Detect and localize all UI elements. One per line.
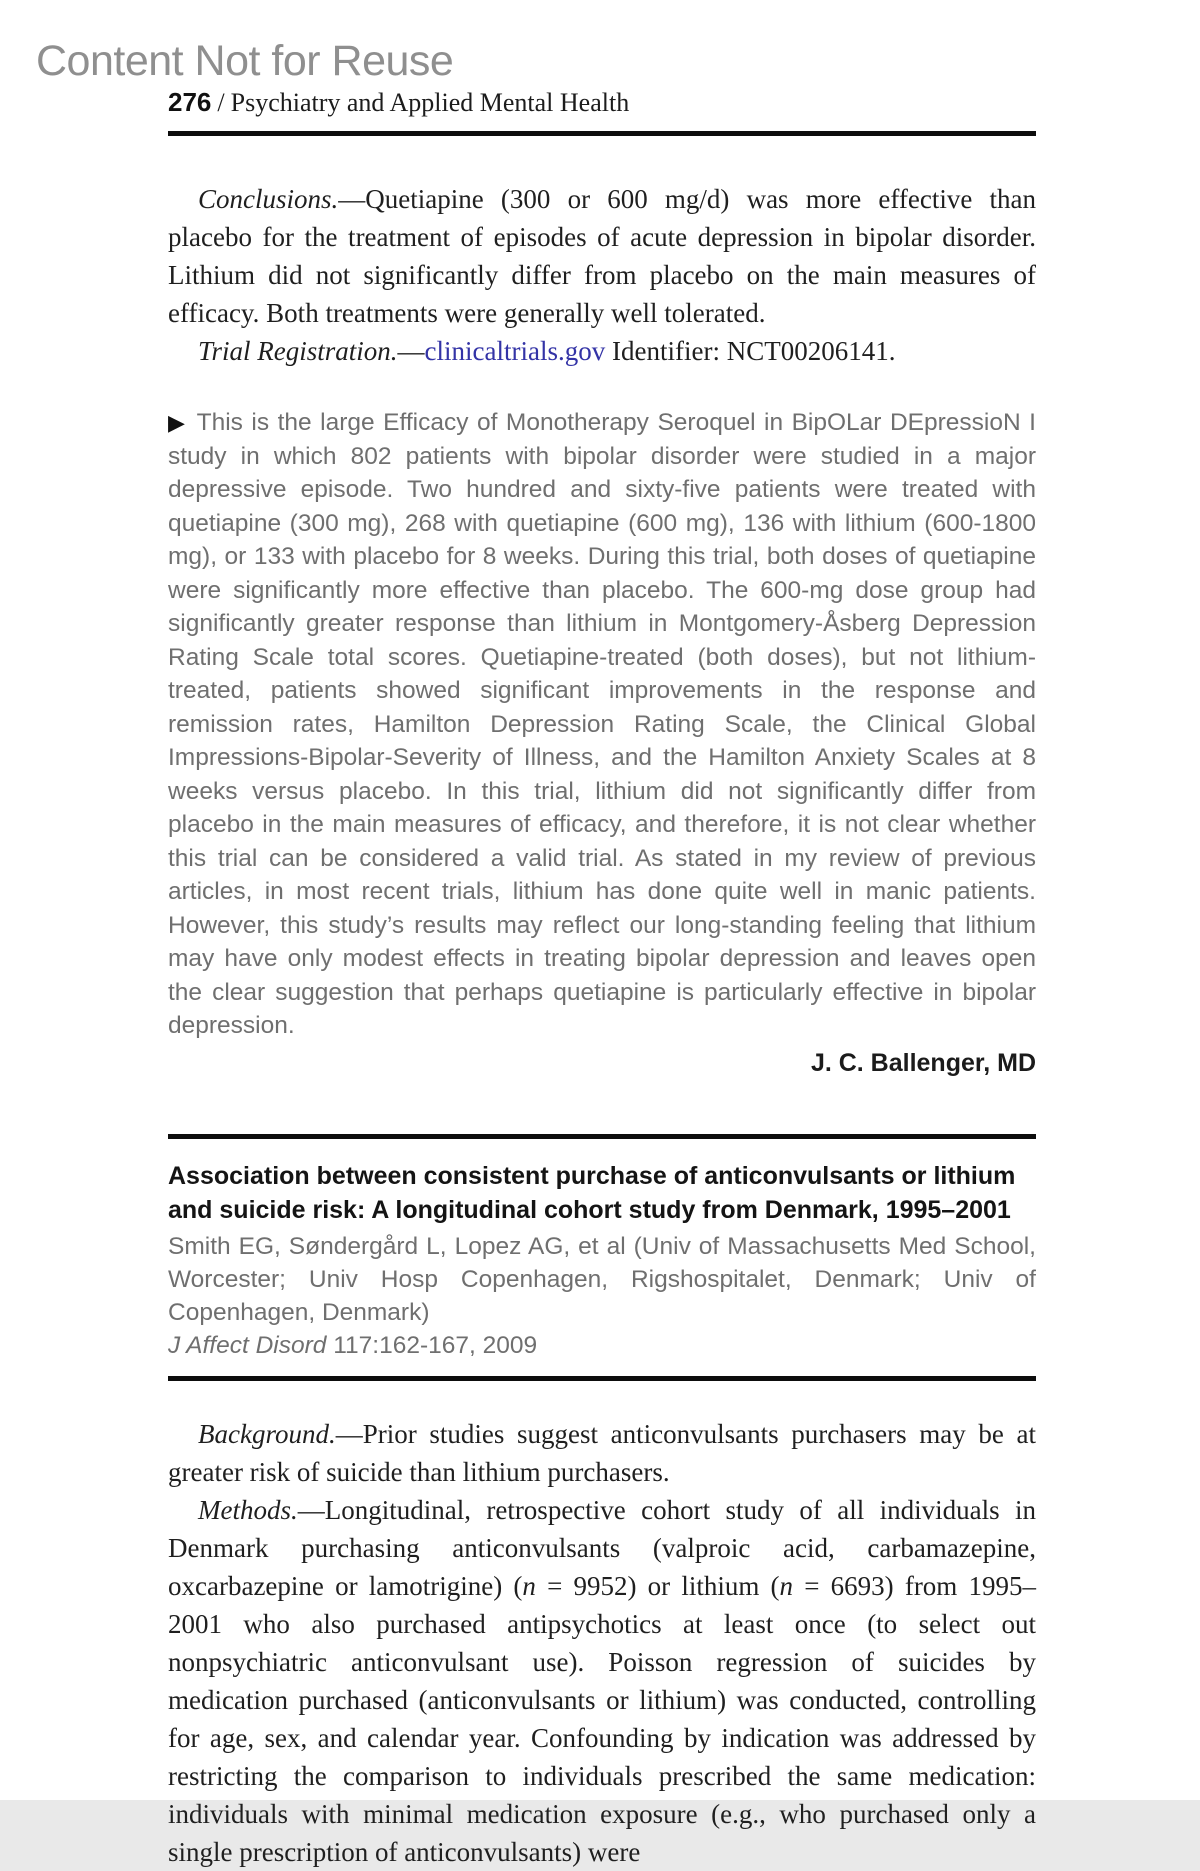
methods-n1: n <box>522 1570 536 1601</box>
citation-bottom-rule <box>168 1376 1036 1381</box>
methods-text-1: —Longitudinal, retrospective cohort study of all individuals in Denmark purchasing anticonvulsants (valproic acid, carbamazepine, oxcarbazepine or lamotrigine) ( <box>168 1494 1036 1601</box>
methods-paragraph <box>168 1491 1036 1871</box>
page-number: 276 <box>168 87 212 117</box>
background-label: Background. <box>198 1418 336 1449</box>
content-not-for-reuse-watermark: Content Not for Reuse <box>36 37 454 85</box>
journal-name: J Affect Disord <box>168 1331 327 1359</box>
citation-title: Association between consistent purchase of anticonvulsants or lithium and suicide risk: A longitudinal cohort study from Denmark, 1995–2001 <box>168 1161 1016 1224</box>
methods-text-2: = 9952) or lithium ( <box>535 1570 780 1601</box>
running-header <box>168 86 1036 119</box>
triangle-marker-icon: ▶ <box>168 410 187 435</box>
methods-n2: n <box>779 1570 794 1601</box>
header-rule <box>168 131 1036 136</box>
conclusions-label: Conclusions. <box>198 184 339 214</box>
trial-dash: — <box>397 336 425 366</box>
methods-text-3: = 6693) from 1995–2001 who also purchased antipsychotics at least once (to select out nonpsychiatric anticonvulsant use). Poisson regression of suicides by medication purchased (anticonvulsants or lithium) was conducted, controlling for age, sex, and calendar year. Confounding by indication was addressed by restricting the comparison to individuals prescribed the same medication: individuals with minimal medication exposure (e.g., who purchased only a single prescription of anticonvulsants) were <box>168 1570 1036 1867</box>
commentary-text: This is the large Efficacy of Monotherapy Seroquel in BipOLar DEpressioN I study in which 802 patients with bipolar disorder were studied in a major depressive episode. Two hundred and sixty-five patients were treated with quetiapine (300 mg), 268 with quetiapine (600 mg), 136 with lithium (600-1800 mg), or 133 with placebo for 8 weeks. During this trial, both doses of quetiapine were significantly more effective than placebo. The 600-mg dose group had significantly greater response than lithium in Montgomery-Åsberg Depression Rating Scale total scores. Quetiapine-treated (both doses), but not lithium-treated, patients showed significant improvements in the response and remission rates, Hamilton Depression Rating Scale, the Clinical Global Impressions-Bipolar-Severity of Illness, and the Hamilton Anxiety Scales at 8 weeks versus placebo. In this trial, lithium did not significantly differ from placebo in the main measures of efficacy, and therefore, it is not clear whether this trial can be considered a valid trial. As stated in my review of previous articles, in most recent trials, lithium has done quite well in manic patients. However, this study’s results may reflect our long-standing feeling that lithium may have only modest effects in treating bipolar depression and leaves open the clear suggestion that perhaps quetiapine is particularly effective in bipolar depression. <box>168 409 1036 1039</box>
methods-label: Methods. <box>198 1494 298 1525</box>
journal-volume-pages: 117:162-167, 2009 <box>326 1331 538 1359</box>
section-title: Psychiatry and Applied Mental Health <box>230 88 630 117</box>
trial-registration-paragraph <box>168 332 1036 370</box>
clinicaltrials-link[interactable]: clinicaltrials.gov <box>424 336 606 366</box>
editor-commentary <box>168 406 1036 1043</box>
conclusions-text: —Quetiapine (300 or 600 mg/d) was more effective than placebo for the treatment of episodes of acute depression in bipolar disorder. Lithium did not significantly differ from placebo on the main measures of efficacy. Both treatments were generally well tolerated. <box>168 184 1036 328</box>
citation-source <box>168 1329 1036 1362</box>
conclusions-paragraph <box>168 180 1036 332</box>
background-paragraph <box>168 1415 1036 1491</box>
trial-registration-label: Trial Registration. <box>198 336 398 366</box>
background-text: —Prior studies suggest anticonvulsants purchasers may be at greater risk of suicide than lithium purchasers. <box>168 1418 1036 1487</box>
commentary-signature: J. C. Ballenger, MD <box>810 1048 1036 1077</box>
trial-identifier-text: Identifier: NCT00206141. <box>605 336 896 366</box>
text-column <box>168 0 1036 1871</box>
citation-top-rule <box>168 1134 1036 1139</box>
citation-authors: Smith EG, Søndergård L, Lopez AG, et al (Univ of Massachusetts Med School, Worcester; Univ Hosp Copenhagen, Rigshospitalet, Denmark; Univ of Copenhagen, Denmark) <box>168 1232 1036 1326</box>
header-separator: / <box>217 88 225 117</box>
